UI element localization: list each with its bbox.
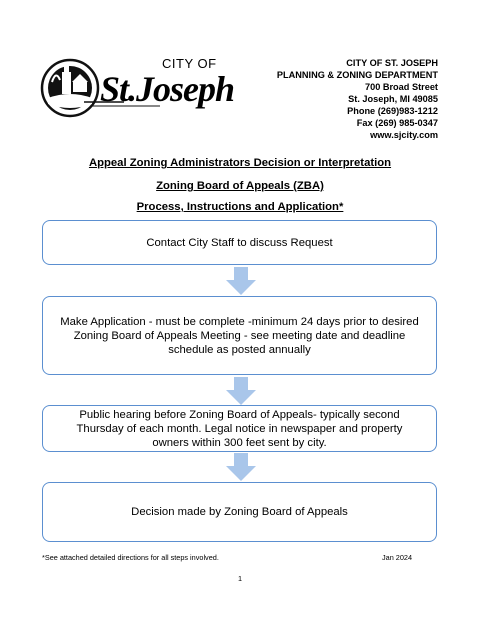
city-logo <box>40 52 235 124</box>
document-section-title: Process, Instructions and Application* <box>136 201 344 213</box>
process-step-3: Public hearing before Zoning Board of Appeals- typically second Thursday of each month. Legal notice in newspaper and property owners within 300 feet sent by city. <box>42 405 437 452</box>
down-arrow-icon <box>226 377 256 405</box>
document-subtitle: Zoning Board of Appeals (ZBA) <box>156 180 324 192</box>
contact-phone: Phone (269)983-1212 <box>347 106 438 116</box>
footnote: *See attached detailed directions for all steps involved. <box>42 553 219 562</box>
contact-street: 700 Broad Street <box>364 82 438 92</box>
contact-city: CITY OF ST. JOSEPH <box>346 58 438 68</box>
down-arrow-icon <box>226 453 256 481</box>
process-step-1: Contact City Staff to discuss Request <box>42 220 437 265</box>
revision-date: Jan 2024 <box>382 553 413 562</box>
down-arrow-icon <box>226 267 256 295</box>
document-title: Appeal Zoning Administrators Decision or Interpretation <box>88 157 392 169</box>
logo-name: St.Joseph <box>100 69 235 109</box>
contact-city-state-zip: St. Joseph, MI 49085 <box>348 94 438 104</box>
contact-department: PLANNING & ZONING DEPARTMENT <box>276 70 438 80</box>
contact-fax: Fax (269) 985-0347 <box>356 118 438 128</box>
department-contact-block <box>218 57 438 141</box>
process-step-4: Decision made by Zoning Board of Appeals <box>42 482 437 542</box>
logo-city-of: CITY OF <box>162 56 217 71</box>
page-number: 1 <box>237 574 243 583</box>
contact-website: www.sjcity.com <box>370 130 438 140</box>
process-step-2: Make Application - must be complete -minimum 24 days prior to desired Zoning Board of Appeals Meeting - see meeting date and deadline schedule as posted annually <box>42 296 437 375</box>
